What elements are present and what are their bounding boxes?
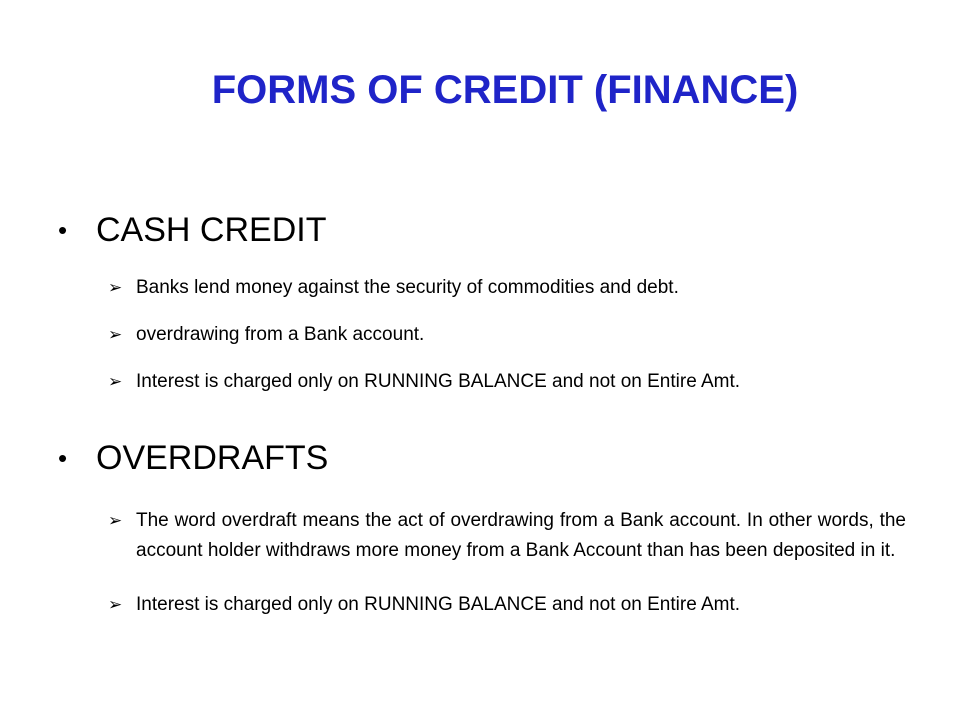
section-heading: CASH CREDIT [96,211,327,249]
arrow-bullet-icon: ➢ [108,278,123,297]
bullet-dot-icon: • [58,215,68,245]
list-item-text: Interest is charged only on RUNNING BALANCE and not on Entire Amt. [136,371,741,392]
section-heading: OVERDRAFTS [96,439,329,477]
list-item [58,506,906,566]
arrow-bullet-icon: ➢ [108,372,123,391]
list-item-text: Banks lend money against the security of commodities and debt. [136,277,679,298]
arrow-bullet-icon: ➢ [108,511,123,530]
bullet-dot-icon: • [58,443,68,473]
list-item [58,367,918,397]
list-item-text: overdrawing from a Bank account. [136,324,425,345]
list-item-text: Interest is charged only on RUNNING BALANCE and not on Entire Amt. [136,594,741,615]
list-item [58,273,918,303]
list-item-text: The word overdraft means the act of overdrawing from a Bank account. In other words, the account holder withdraws more money from a Bank Account than has been deposited in it. [136,510,906,561]
list-item [58,590,918,620]
slide-title: FORMS OF CREDIT (FINANCE) [211,68,799,112]
list-item [58,320,918,350]
arrow-bullet-icon: ➢ [108,325,123,344]
main-bullet-cash-credit [58,208,918,252]
sub-list [58,506,918,620]
sub-list [58,273,918,397]
section-overdrafts [58,436,918,620]
main-bullet-overdrafts [58,436,918,480]
section-cash-credit [58,208,918,414]
arrow-bullet-icon: ➢ [108,595,123,614]
